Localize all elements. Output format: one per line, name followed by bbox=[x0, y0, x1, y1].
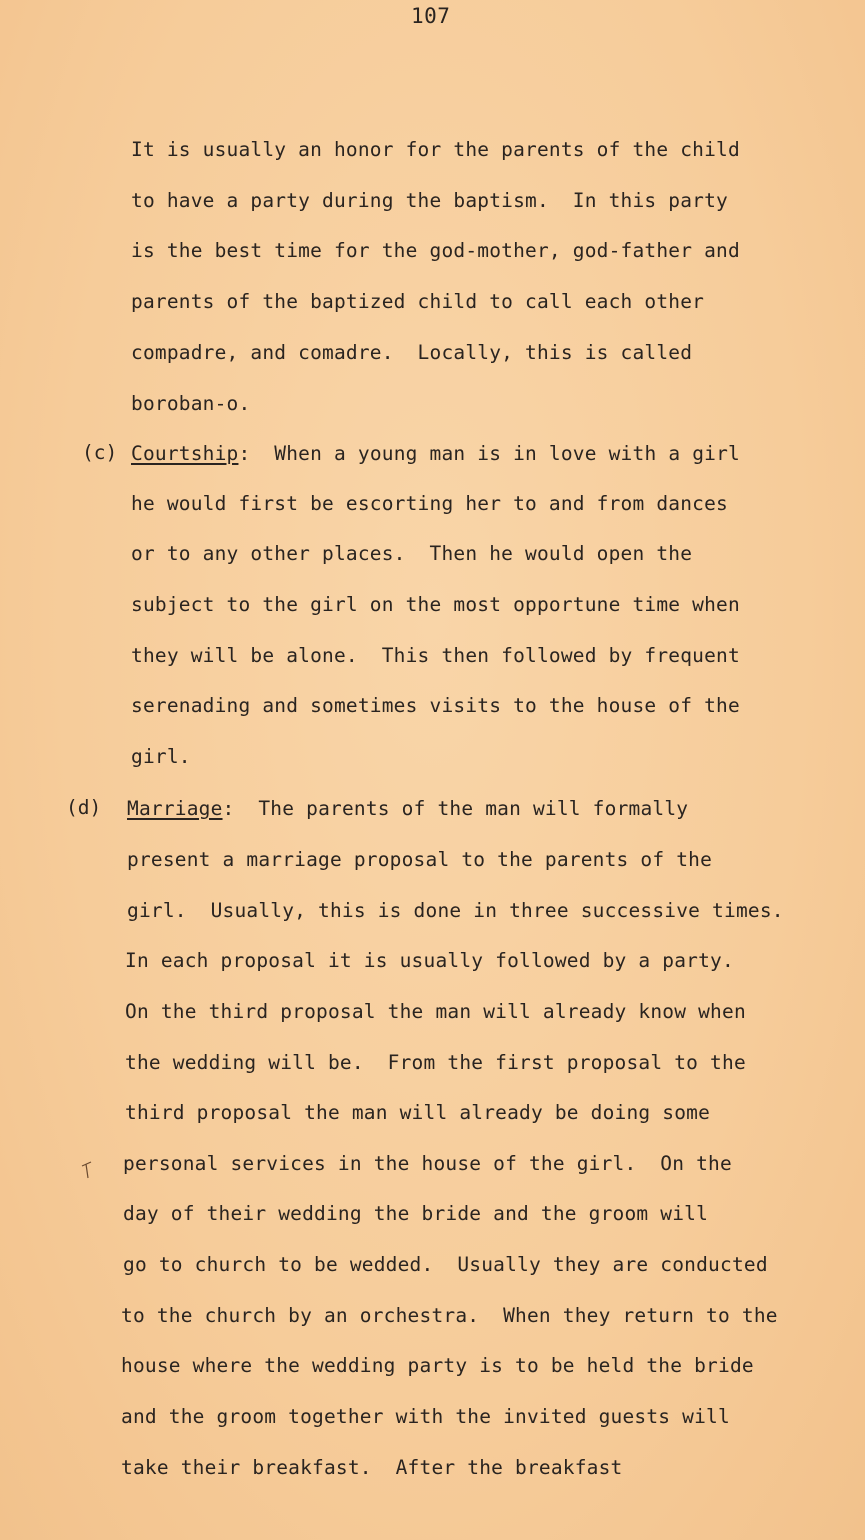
text-line: third proposal the man will already be doing some bbox=[125, 1101, 711, 1124]
text-line: is the best time for the god-mother, god-father and bbox=[131, 239, 740, 262]
courtship-heading: Courtship bbox=[131, 442, 239, 465]
heading-colon: : bbox=[238, 442, 251, 465]
text-line: parents of the baptized child to call each other bbox=[131, 290, 705, 313]
text-line: In each proposal it is usually followed by a party. bbox=[125, 949, 734, 972]
text-line: to have a party during the baptism. In this party bbox=[131, 189, 728, 212]
text-line: they will be alone. This then followed by frequent bbox=[131, 644, 740, 667]
text-line: On the third proposal the man will already know when bbox=[125, 1000, 746, 1023]
text-line: take their breakfast. After the breakfast bbox=[121, 1456, 623, 1479]
section-marker-c: (c) bbox=[82, 441, 118, 464]
text-line: compadre, and comadre. Locally, this is called bbox=[131, 341, 693, 364]
text-line: or to any other places. Then he would open the bbox=[131, 542, 693, 565]
text-line: It is usually an honor for the parents of the child bbox=[131, 138, 740, 161]
text-line: boroban-o. bbox=[131, 392, 251, 415]
text-line: the wedding will be. From the first proposal to the bbox=[125, 1051, 746, 1074]
text-line: he would first be escorting her to and from dances bbox=[131, 492, 728, 515]
text-line-rest: When a young man is in love with a girl bbox=[250, 442, 740, 465]
text-line: girl. Usually, this is done in three successive times. bbox=[127, 899, 784, 922]
heading-colon: : bbox=[222, 797, 235, 820]
pencil-mark-icon bbox=[80, 1158, 94, 1182]
text-line: subject to the girl on the most opportune time when bbox=[131, 593, 740, 616]
text-line: to the church by an orchestra. When they return to the bbox=[121, 1304, 778, 1327]
text-line: day of their wedding the bride and the groom will bbox=[123, 1202, 709, 1225]
text-line: serenading and sometimes visits to the house of the bbox=[131, 694, 740, 717]
text-line: house where the wedding party is to be held the bride bbox=[121, 1354, 754, 1377]
marriage-heading: Marriage bbox=[127, 797, 223, 820]
marriage-first-line bbox=[127, 796, 688, 822]
section-marker-d: (d) bbox=[66, 796, 102, 819]
text-line: present a marriage proposal to the parents of the bbox=[127, 848, 713, 871]
page-number: 107 bbox=[411, 4, 451, 28]
text-line: go to church to be wedded. Usually they are conducted bbox=[123, 1253, 768, 1276]
text-line-rest: The parents of the man will formally bbox=[234, 797, 689, 820]
text-line: and the groom together with the invited guests will bbox=[121, 1405, 730, 1428]
text-line: girl. bbox=[131, 745, 191, 768]
text-line: personal services in the house of the girl. On the bbox=[123, 1152, 732, 1175]
courtship-first-line bbox=[131, 441, 740, 467]
